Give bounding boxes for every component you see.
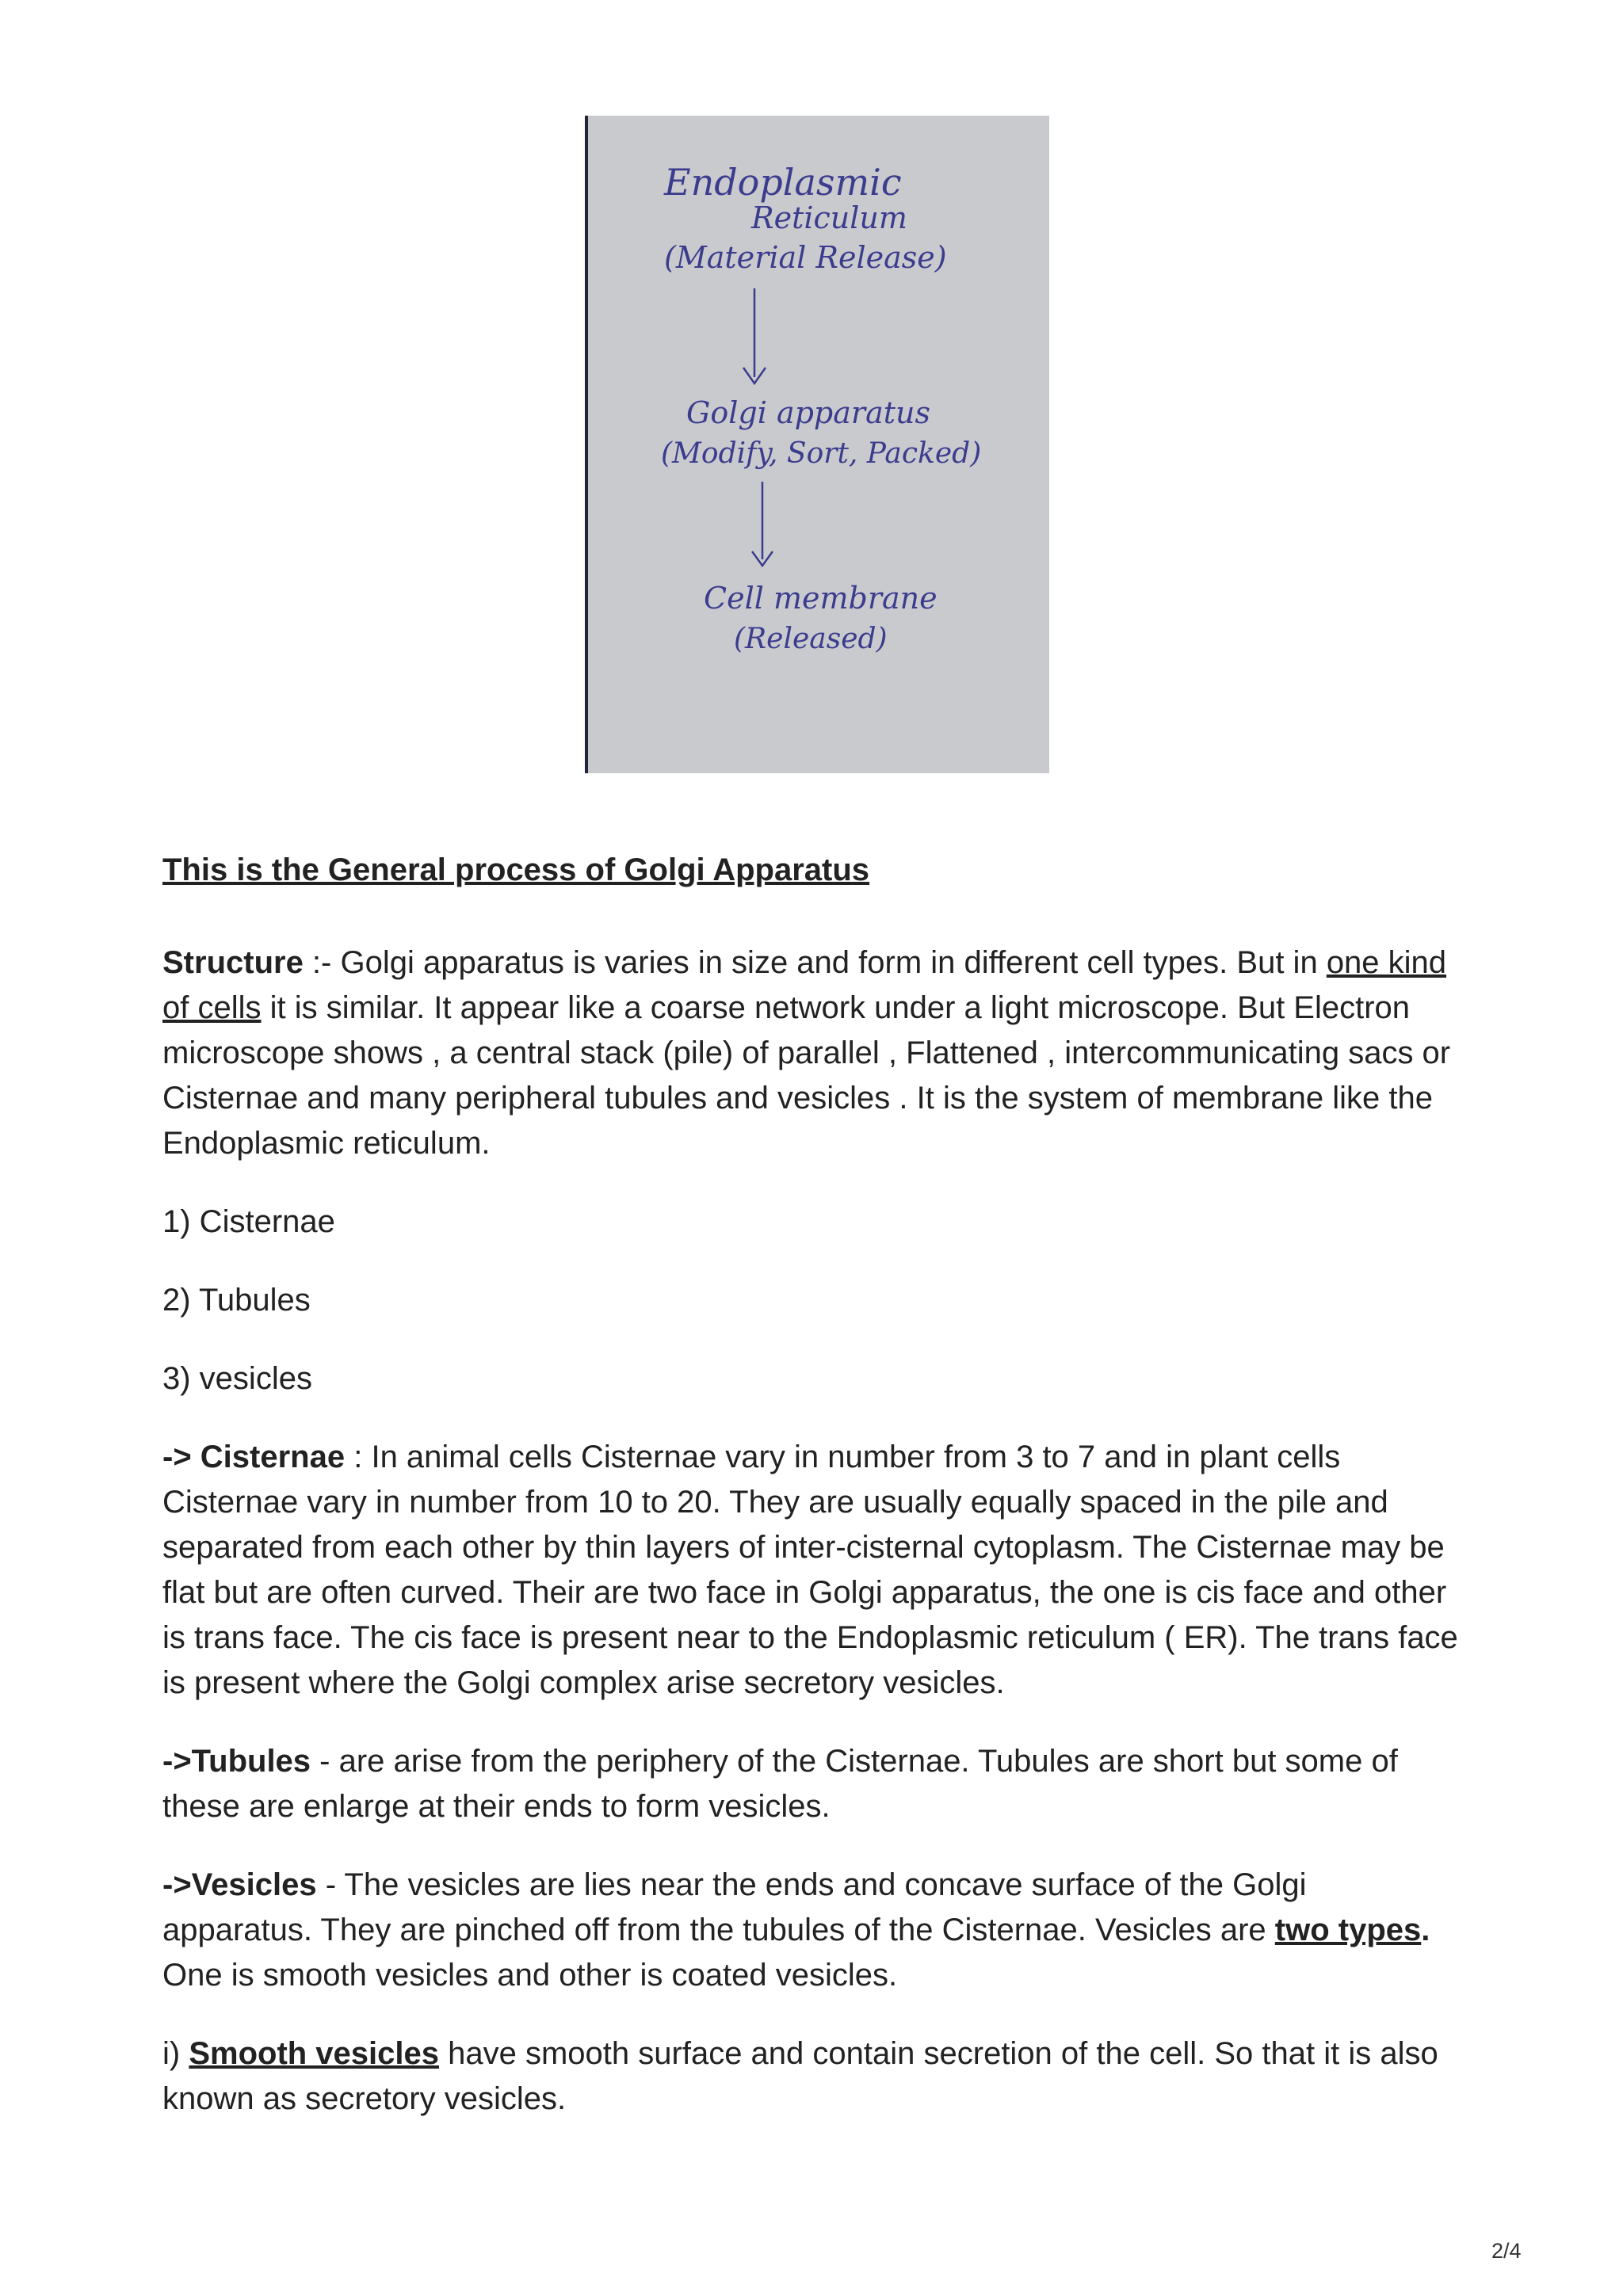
step1-line2: Reticulum: [751, 200, 907, 235]
tubules-label: ->Tubules: [162, 1744, 311, 1779]
handwritten-diagram-photo: [585, 116, 1049, 773]
vesicles-text-2: One is smooth vesicles and other is coated vesicles.: [162, 1958, 898, 1993]
smooth-vesicles-emphasis: [189, 2036, 439, 2071]
step1-line1: Endoplasmic: [664, 161, 902, 204]
smooth-vesicles-text: have smooth surface and contain secretion of the cell. So that it is also known as secretory vesicles.: [162, 2036, 1438, 2116]
flow-diagram: [585, 116, 1049, 773]
two-types-text: two types: [1274, 1913, 1422, 1947]
smooth-prefix: i): [162, 2036, 189, 2071]
document-body: [162, 848, 1462, 2155]
cisternae-text: : In animal cells Cisternae vary in number from 3 to 7 and in plant cells Cisternae vary in number from 10 to 20. They are usually equally spaced in the pile and separated from each other by thin layers of inter-cisternal cytoplasm. The Cisternae may be flat but are often curved. Their are two face in Golgi apparatus, the one is cis face and other is trans face. The cis face is present near to the Endoplasmic reticulum ( ER). The trans face is present where the Golgi complex arise secretory vesicles.: [162, 1440, 1458, 1700]
structure-label: Structure: [162, 945, 304, 980]
list-item-cisternae: 1) Cisternae: [162, 1204, 335, 1239]
structure-paragraph: [162, 940, 1462, 1166]
list-item-tubules: 2) Tubules: [162, 1283, 311, 1318]
smooth-vesicles-label: Smooth vesicles: [189, 2036, 440, 2071]
vesicles-label: ->Vesicles: [162, 1867, 317, 1902]
section-heading: This is the General process of Golgi Apparatus: [162, 852, 870, 887]
photo-left-edge: [585, 116, 588, 773]
list-item-vesicles: 3) vesicles: [162, 1361, 312, 1396]
step3-line2: (Released): [734, 623, 888, 655]
step2-line1: Golgi apparatus: [686, 395, 930, 430]
page-number: 2/4: [1491, 2239, 1522, 2263]
two-types-dot: .: [1421, 1913, 1430, 1947]
cisternae-paragraph: [162, 1435, 1462, 1706]
structure-separator: :-: [303, 945, 341, 980]
structure-link[interactable]: one kind of cells: [162, 945, 1447, 1025]
cisternae-label: -> Cisternae: [162, 1440, 346, 1474]
vesicles-paragraph: [162, 1863, 1462, 1998]
step1-line3: (Material Release): [664, 240, 947, 275]
two-types-emphasis: [1275, 1913, 1430, 1947]
vesicles-text-1: - The vesicles are lies near the ends and concave surface of the Golgi apparatus. They are pinched off from the tubules of the Cisternae. Vesicles are: [162, 1867, 1307, 1947]
step2-line2: (Modify, Sort, Packed): [661, 437, 982, 470]
tubules-paragraph: [162, 1739, 1462, 1829]
structure-text-1: Golgi apparatus is varies in size and form in different cell types. But in: [340, 945, 1327, 980]
structure-text-2: it is similar. It appear like a coarse network under a light microscope. But Electron microscope shows , a central stack (pile) of parallel , Flattened , intercommunicating sacs or Cisternae and many peripheral tubules and vesicles . It is the system of membrane like the Endoplasmic reticulum.: [162, 990, 1451, 1161]
step3-line1: Cell membrane: [704, 581, 938, 616]
tubules-text: - are arise from the periphery of the Cisternae. Tubules are short but some of these are enlarge at their ends to form vesicles.: [162, 1744, 1398, 1824]
smooth-vesicles-paragraph: [162, 2031, 1462, 2122]
